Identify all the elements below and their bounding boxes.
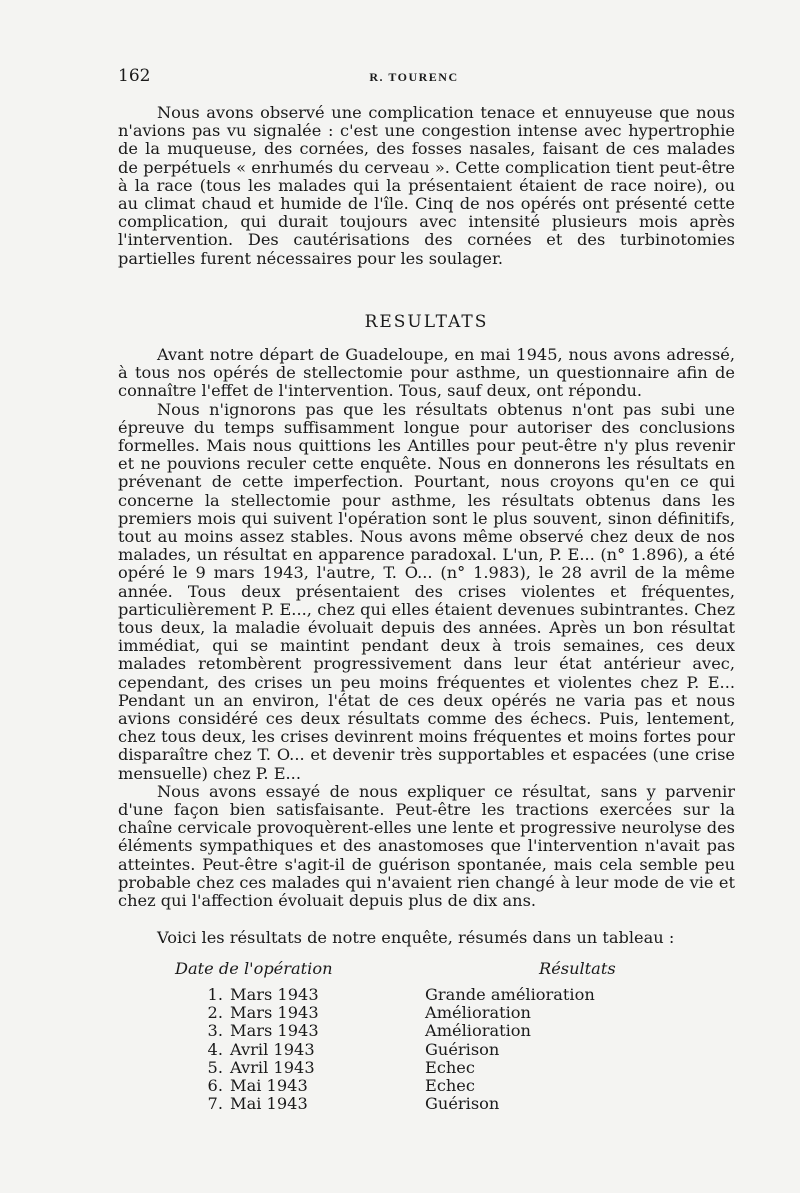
table-row [118,1077,735,1095]
results-text [118,346,735,910]
row-result: Guérison [425,1039,500,1059]
row-number: 3. [207,1021,223,1041]
row-result: Echec [425,1075,475,1095]
row-date: Mai 1943 [230,1094,308,1114]
row-result: Echec [425,1057,475,1077]
page-header [118,66,710,90]
running-head: R. TOURENC [369,70,459,84]
row-date: Mai 1943 [230,1075,308,1095]
row-result: Guérison [425,1094,500,1114]
table-row [118,1022,735,1040]
row-date: Mars 1943 [230,985,319,1004]
table-row [118,1095,735,1113]
row-result: Amélioration [425,1021,531,1041]
column-header-date: Date de l'opération [175,959,333,978]
row-date: Mars 1943 [230,1003,319,1023]
page-number: 162 [118,66,151,86]
paragraph-results-2: Nous n'ignorons pas que les résultats obtenus n'ont pas subi une épreuve du temps suffisamment longue pour autoriser des conclusions formelles. Mais nous quittions les Antilles pour peut-être n'y plus revenir et ne pouvions reculer cette enquête. Nous en donnerons les résultats en prévenant de cette imperfection. Pourtant, nous croyons qu'en ce qui concerne la stellectomie pour asthme, les résultats obtenus dans les premiers mois qui suivent l'opération sont le plus souvent, sinon définitifs, tout au moins assez stables. Nous avons même observé chez deux de nos malades, un résultat en apparence paradoxal. L'un, P. E... (n° 1.896), a été opéré le 9 mars 1943, l'autre, T. O... (n° 1.983), le 28 avril de la même année. Tous deux présentaient des crises violentes et fréquentes, particulièrement P. E..., chez qui elles étaient devenues subintrantes. Chez tous deux, la maladie évoluait depuis des années. Après un bon résultat immédiat, qui se maintint pendant deux à trois semaines, ces deux malades retombèrent progressivement dans leur état antérieur avec, cependant, des crises un peu moins fréquentes et violentes chez P. E... Pendant un an environ, l'état de ces deux opérés ne varia pas et nous avions considéré ces deux résultats comme des échecs. Puis, lentement, chez tous deux, les crises devinrent moins fréquentes et moins fortes pour disparaître chez T. O... et devenir très supportables et espacées (une crise mensuelle) chez P. E... [118,399,735,783]
table-row [118,986,735,1004]
section-title: RESULTATS [364,312,489,332]
row-number: 2. [207,1003,223,1023]
row-number: 6. [207,1075,223,1095]
paragraph-complication: Nous avons observé une complication tenace et ennuyeuse que nous n'avions pas vu signalée : c'est une congestion intense avec hypertrophie de la muqueuse, des cornées, des fosses nasales, faisant de ces malades de perpétuels « enrhumés du cerveau ». Cette complication tient peut-être à la race (tous les malades qui la présentaient étaient de race noire), ou au climat chaud et humide de l'île. Cinq de nos opérés ont présenté cette complication, qui durait toujours avec intensité plusieurs mois après l'intervention. Des cautérisations des cornées et des turbinotomies partielles furent nécessaires pour les soulager. [118,103,735,268]
row-date: Avril 1943 [230,1039,315,1059]
row-number: 1. [207,985,223,1004]
table-row [118,1041,735,1059]
paragraph-results-1: Avant notre départ de Guadeloupe, en mai 1945, nous avons adressé, à tous nos opérés de stellectomie pour asthme, un questionnaire afin de connaître l'effet de l'intervention. Tous, sauf deux, ont répondu. [118,345,735,401]
column-header-result: Résultats [539,959,616,978]
row-date: Mars 1943 [230,1021,319,1041]
paragraph-results-3: Nous avons essayé de nous expliquer ce résultat, sans y parvenir d'une façon bien satisfaisante. Peut-être les tractions exercées sur la chaîne cervicale provoquèrent-elles une lente et progressive neurolyse des éléments sympathiques et des anastomoses que l'intervention n'avait pas atteintes. Peut-être s'agit-il de guérison spontanée, mais cela semble peu probable chez ces malades qui n'avaient rien changé à leur mode de vie et chez qui l'affection évoluait depuis plus de dix ans. [118,781,735,911]
table-rows [118,986,735,1113]
table-row [118,1004,735,1022]
intro-text [118,104,735,268]
table-row [118,1059,735,1077]
row-result: Grande amélioration [425,985,595,1004]
table-intro: Voici les résultats de notre enquête, résumés dans un tableau : [157,928,675,947]
row-number: 7. [207,1094,223,1114]
row-number: 5. [207,1057,223,1077]
row-result: Amélioration [425,1003,531,1023]
row-number: 4. [207,1039,223,1059]
row-date: Avril 1943 [230,1057,315,1077]
